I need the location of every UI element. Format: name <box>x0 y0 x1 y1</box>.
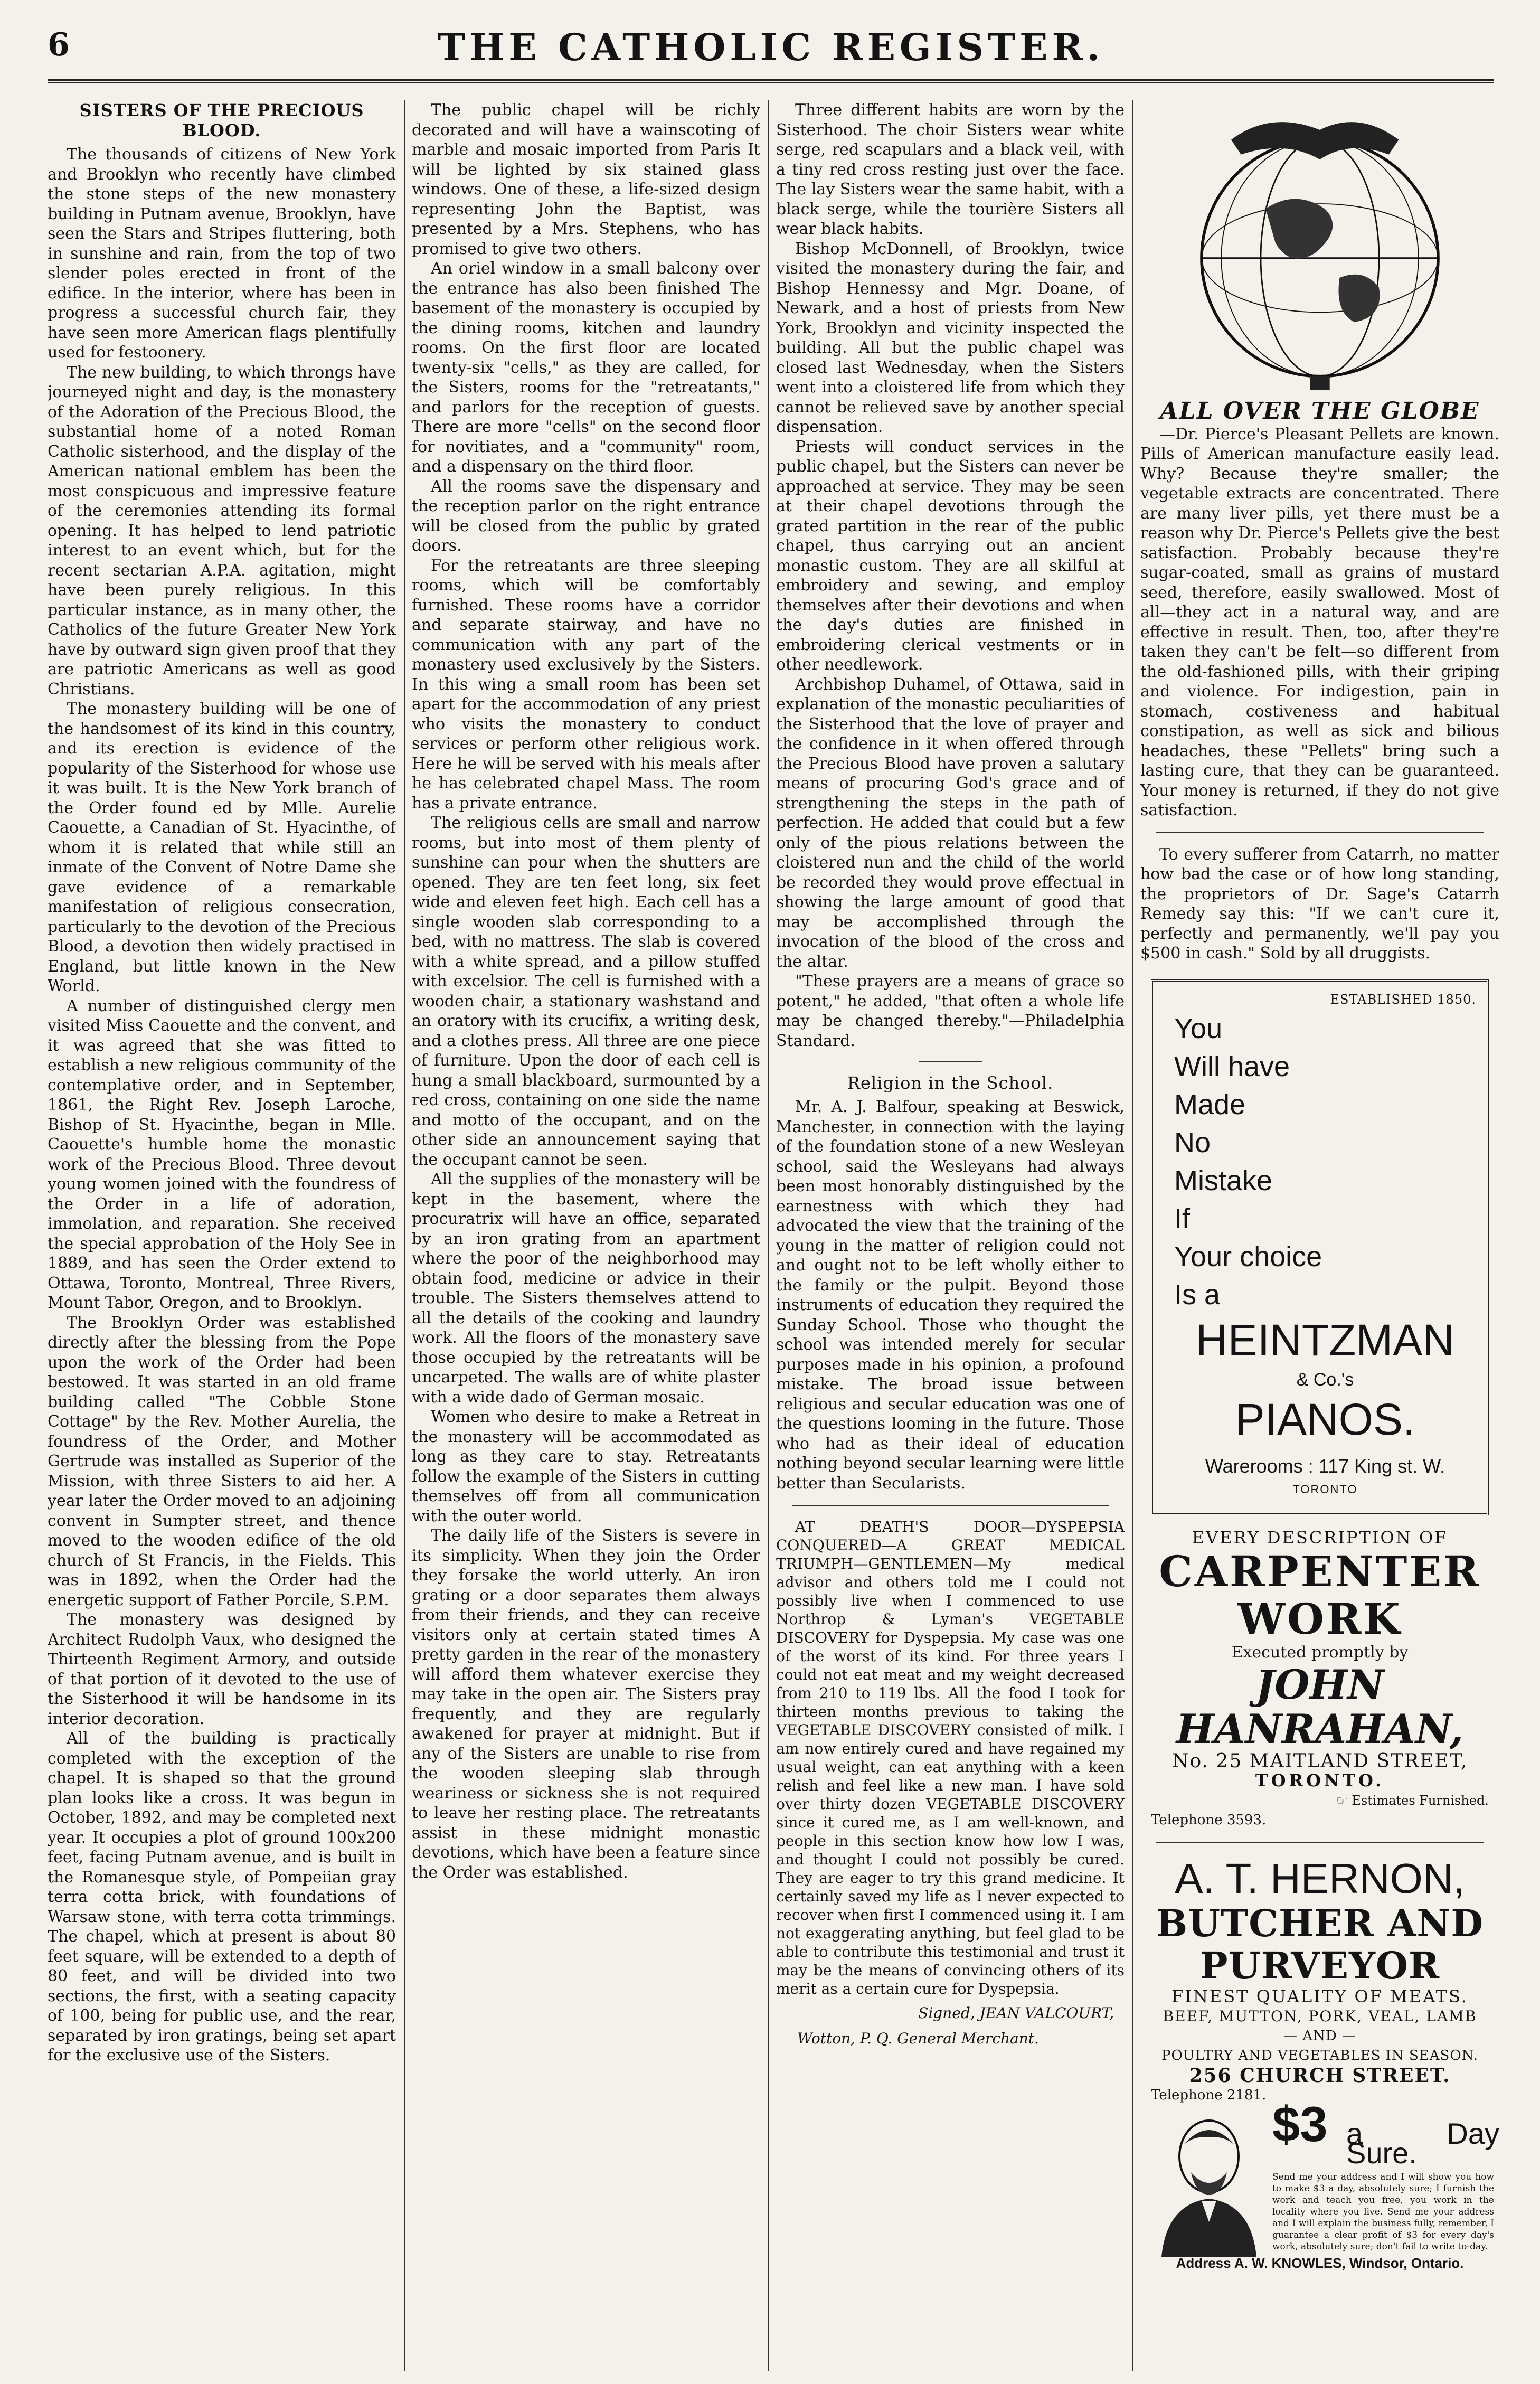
divider <box>1156 1842 1484 1843</box>
dyspepsia-ad-signed: Signed, JEAN VALCOURT, <box>918 2004 1114 2022</box>
carpenter-street: No. 25 MAITLAND STREET, <box>1172 1750 1468 1772</box>
carpenter-telephone: Telephone 3593. <box>1151 1812 1267 1828</box>
day-sure-amount: $3 <box>1272 2096 1328 2152</box>
butcher-poultry: POULTRY AND VEGETABLES IN SEASON. <box>1161 2048 1478 2063</box>
article-paragraph: All the supplies of the monastery will be kept in the basement, where the procuratrix will have an office, separated by an iron grating from an apartment where the poor of the neighborhood may obtain food, medicine or advice in their trouble. The Sisters themselves attend to all the details of the cooking and laundry work. All the floors of the monastery save those occupied by the retreatants will be uncarpeted. The walls are of white plaster with a wide dado of German mosaic. <box>412 1170 760 1407</box>
article-paragraph: For the retreatants are three sleeping rooms, which will be comfortably furnished. These rooms have a corridor and separate stairway, and have no communication with any part of the monastery used exclusively by the Sisters. In this wing a small room has been set apart for the accommodation of any priest who visits the monastery to conduct services or perform other religious work. Here he will be served with his meals after he has celebrated chapel Mass. The room has a private entrance. <box>412 556 760 813</box>
day-sure-tagline: a Day Sure. <box>1346 2116 1499 2170</box>
article-paragraph: All the rooms save the dispensary and the reception parlor on the right entrance will be closed from the public by grated doors. <box>412 477 760 555</box>
article-paragraph: The thousands of citizens of New York and Brooklyn who recently have climbed the stone steps of the new monastery building in Putnam avenue, Brooklyn, have seen the Stars and Stripes fluttering, both in sunshine and rain, from the top of two slender poles erected in front of the edifice. In the interior, where has been in progress a successful church fair, they have seen more American flags plentifully used for festoonery. <box>48 145 396 362</box>
pointing-hand-icon: ☞ <box>1336 1793 1352 1808</box>
article-paragraph: The monastery was designed by Architect Rudolph Vaux, who designed the Thirteenth Regiment Armory, and outside of that portion of it devoted to the use of the Sisterhood it will be handsome in its interior decoration. <box>48 1610 396 1728</box>
column-rule <box>1132 100 1133 2371</box>
butcher-name: A. T. HERNON, <box>1175 1854 1465 1902</box>
divider <box>1156 832 1484 833</box>
heintzman-line: Mistake <box>1174 1165 1273 1196</box>
carpenter-ad <box>1140 1528 1499 1831</box>
catarrh-ad-text: To every sufferer from Catarrh, no matter how bad the case or of how long standing, the proprietors of Dr. Sage's Catarrh Remedy say this: "If we can't cure it, perfectly and permanently, we'll pay you $500 in cash." Sold by all druggists. <box>1140 845 1499 963</box>
page-number: 6 <box>48 26 70 63</box>
heintzman-city: TORONTO <box>1292 1483 1358 1496</box>
article-paragraph: Bishop McDonnell, of Brooklyn, twice visited the monastery during the fair, and Bishop Hennessy and Mgr. Doane, of Newark, and a host of priests from New York, Brooklyn and vicinity inspected the building. All but the public chapel was closed last Wednesday, when the Sisters went into a cloistered life from which they cannot be relieved save by another special dispensation. <box>776 239 1125 436</box>
heintzman-product: PIANOS. <box>1235 1394 1415 1444</box>
butcher-trade: BUTCHER AND PURVEYOR <box>1156 1901 1484 1987</box>
heintzman-line: Is a <box>1174 1279 1221 1311</box>
butcher-ad <box>1140 1855 1499 2106</box>
butcher-quality: FINEST QUALITY OF MEATS. <box>1171 1986 1468 2006</box>
heintzman-line: Made <box>1174 1089 1246 1120</box>
column-2 <box>412 100 760 2371</box>
heintzman-line: If <box>1174 1203 1191 1235</box>
article-paragraph: The Brooklyn Order was established directly after the blessing from the Pope upon the work of the Order had been bestowed. It was started in an old frame building called "The Cobble Stone Cottage" by the Rev. Mother Aurelia, the foundress of the Order, and Mother Gertrude was installed as Superior of the Mission, with three Sisters to aid her. A year later the Order moved to an adjoining convent in Sumpter street, and thence moved to the wooden edifice of the old church of St Francis, in the Fields. This was in 1892, when the Order had the energetic support of Father Porcile, S.P.M. <box>48 1313 396 1609</box>
dyspepsia-ad-place: Wotton, P. Q. General Merchant. <box>797 2029 1039 2047</box>
heintzman-line: No <box>1174 1127 1211 1158</box>
heintzman-co: & Co.'s <box>1296 1370 1354 1390</box>
globe-ad-title: ALL OVER THE GLOBE <box>1160 398 1480 425</box>
carpenter-estimates-label: Estimates Furnished. <box>1352 1793 1489 1808</box>
dyspepsia-ad-text: AT DEATH'S DOOR—DYSPEPSIA CONQUERED—A GREAT MEDICAL TRIUMPH—GENTLEMEN—My medical advisor and others told me I could not possibly live when I commenced to use Northrop & Lyman's VEGETABLE DISCOVERY for Dyspepsia. My case was one of the worst of its kind. For three years I could not eat meat and my weight decreased from 210 to 119 lbs. All the food I took for thirteen months previous to taking the VEGETABLE DISCOVERY consisted of milk. I am now entirely cured and have regained my usual weight, can eat anything with a keen relish and feel like a new man. I have sold over thirty dozen VEGETABLE DISCOVERY since it cured me, as I am well-known, and people in this section know how low I was, and thought I could not possibly be cured. They are eager to try this grand medicine. It certainly saved my life as I never expected to recover when first I commenced using it. I am not exaggerating anything, but feel glad to be able to contribute this testimonial and trust it may be the means of convincing others of its merit as a certain cure for Dyspepsia. <box>776 1518 1125 1997</box>
article-paragraph: A number of distinguished clergy men visited Miss Caouette and the convent, and it was agreed that she was fitted to establish a new religious community of the contemplative order, and in September, 1861, the Right Rev. Joseph Laroche, Bishop of St. Hyacinthe, began in Mlle. Caouette's humble home the monastic work of the Precious Blood. Three devout young women joined with the foundress of the Order in a life of adoration, immolation, and reparation. She received the special approbation of the Holy See in 1889, and has seen the Order extend to Ottawa, Toronto, Montreal, Three Rivers, Mount Tabor, Oregon, and to Brooklyn. <box>48 996 396 1312</box>
day-sure-body: Send me your address and I will show you how to make $3 a day, absolutely sure; I furnish the work and teach you free, you work in the locality where you live. Send me your address and I will explain the business fully, remember, I guarantee a clear profit of $3 for every day's work, absolutely sure; don't fail to write to-day. <box>1272 2171 1494 2252</box>
day-sure-ad <box>1140 2096 1499 2273</box>
column-rule <box>404 100 405 2371</box>
newspaper-title: THE CATHOLIC REGISTER. <box>438 25 1104 69</box>
article-paragraph: Three different habits are worn by the Sisterhood. The choir Sisters wear white serge, red scapulars and a black veil, with a tiny red cross resting just over the face. The lay Sisters wear the same habit, with a black serge, while the tourière Sisters all wear black habits. <box>776 101 1125 238</box>
article-paragraph: The daily life of the Sisters is severe in its simplicity. When they join the Order they forsake the world utterly. An iron grating or a door separates them always from their friends, and they can receive visitors only at certain stated times A pretty garden in the rear of the monastery will afford them whatever exercise they may take in the open air. The Sisters pray frequently, and they are regularly awakened for prayer at midnight. But if any of the Sisters are unable to rise from the wooden sleeping slab through weariness or sickness she is not required to leave her resting place. The retreatants assist in these midnight monastic devotions, which have been a feature since the Order was established. <box>412 1526 760 1882</box>
carpenter-line2: CARPENTER WORK <box>1159 1547 1481 1644</box>
article-heading: SISTERS OF THE PRECIOUS BLOOD. <box>79 100 364 140</box>
article-paragraph: All of the building is practically completed with the exception of the chapel. It is shaped so that the ground plan looks like a cross. It was begun in October, 1892, and may be completed next year. It occupies a plot of ground 100x200 feet, facing Putnam avenue, and is built in the Romanesque style, of Pompeiian gray terra cotta brick, with foundations of Warsaw stone, with terra cotta trimmings. The chapel, which at present is about 80 feet square, will be extended to a depth of 80 feet, and will be divided into two sections, the first, with a seating capacity of 100, being for public use, and the rear, separated by iron gratings, being set apart for the exclusive use of the Sisters. <box>48 1729 396 2065</box>
article-paragraph: Women who desire to make a Retreat in the monastery will be accommodated as long as they care to stay. Retreatants follow the example of the Sisters in cutting themselves off from all communication with the outer world. <box>412 1408 760 1525</box>
article-paragraph: Mr. A. J. Balfour, speaking at Beswick, Manchester, in connection with the laying of the foundation stone of a new Wesleyan school, said the Wesleyans had always been most honorably distinguished by the earnestness with which they had advocated the view that the training of the young in the matter of religion could not and ought not to be left wholly either to the family or the pulpit. Beyond those instruments of education they required the Sunday School. Those who thought the school was intended merely for secular purposes made in his opinion, a profound mistake. The broad issue between religious and secular education was one of the questions looming in the future. Those who had as their ideal of education nothing beyond secular learning were little better than Secularists. <box>776 1098 1125 1493</box>
heintzman-brand: HEINTZMAN <box>1196 1315 1454 1365</box>
portrait-icon <box>1151 2114 1267 2257</box>
butcher-telephone: Telephone 2181. <box>1151 2087 1267 2103</box>
article-paragraph: The monastery building will be one of the handsomest of its kind in this country, and its erection is evidence of the popularity of the Sisterhood for whose use it was built. It is the New York branch of the Order found ed by Mlle. Aurelie Caouette, a Canadian of St. Hyacinthe, of whom it is related that while still an inmate of the Convent of Notre Dame she gave evidence of a remarkable manifestation of religious consecration, particularly to the devotion of the Precious Blood, a devotion then widely practised in England, but little known in the New World. <box>48 700 396 995</box>
article-paragraph: The religious cells are small and narrow rooms, but into most of them plenty of sunshine can pour when the shutters are opened. They are ten feet long, six feet wide and eleven feet high. Each cell has a single wooden slab corresponding to a bed, with no mattress. The slab is covered with a white spread, and a pillow stuffed with excelsior. The cell is furnished with a wooden chair, a stationary washstand and an oratory with its crucifix, a writing desk, and a clothes press. All three are one piece of furniture. Upon the door of each cell is hung a small blackboard, surmounted by a red cross, containing on one side the name and motto of the occupant, and on the other side an announcement saying that the occupant cannot be seen. <box>412 814 760 1169</box>
article-paragraph: An oriel window in a small balcony over the entrance has also been finished The basement of the monastery is occupied by the dining rooms, kitchen and laundry rooms. On the first floor are located twenty-six "cells," as they are called, for the Sisters, rooms for the "retreatants," and parlors for the reception of guests. There are more "cells" on the second floor for novitiates, and a "community" room, and a dispensary on the third floor. <box>412 259 760 476</box>
carpenter-name: JOHN HANRAHAN, <box>1176 1661 1464 1752</box>
column-4 <box>1140 100 1499 2371</box>
article-heading: Religion in the School. <box>847 1073 1054 1093</box>
butcher-address: 256 CHURCH STREET. <box>1189 2064 1451 2087</box>
day-sure-address: Address A. W. KNOWLES, Windsor, Ontario. <box>1176 2255 1464 2271</box>
butcher-meats: BEEF, MUTTON, PORK, VEAL, LAMB <box>1163 2008 1477 2025</box>
butcher-and: — AND — <box>1283 2028 1356 2044</box>
article-paragraph: The new building, to which throngs have journeyed night and day, is the monastery of the Adoration of the Precious Blood, the substantial home of a noted Roman Catholic sisterhood, and the display of the American national emblem has been the most conspicuous and impressive feature of the ceremonies attending its formal opening. It has helped to lend patriotic interest to an event which, but for the recent sectarian A.P.A. agitation, might have been purely religious. In this particular instance, as in many other, the Catholics of the future Greater New York have by outward sign given proof that they are patriotic Americans as well as good Christians. <box>48 363 396 699</box>
masthead <box>48 16 1494 83</box>
heintzman-line: Will have <box>1174 1051 1290 1082</box>
heintzman-established: ESTABLISHED 1850. <box>1330 992 1476 1007</box>
column-1 <box>48 100 396 2371</box>
column-3 <box>776 100 1125 2371</box>
column-rule <box>768 100 769 2371</box>
heintzman-line: You <box>1174 1013 1223 1044</box>
heintzman-ad <box>1151 979 1489 1515</box>
carpenter-line1: EVERY DESCRIPTION OF <box>1192 1527 1448 1548</box>
divider <box>919 1061 982 1062</box>
divider <box>792 1505 1109 1506</box>
carpenter-estimates <box>1140 1791 1499 1811</box>
article-paragraph: Priests will conduct services in the public chapel, but the Sisters can never be approached at service. They may be seen at their chapel devotions through the grated partition in the rear of the public chapel, thus carrying out an ancient monastic custom. They are all skilful at embroidery and sewing, and employ themselves after their devotions and when the day's duties are finished in embroidering clerical vestments or in other needlework. <box>776 437 1125 674</box>
heintzman-warerooms: Warerooms : 117 King st. W. <box>1205 1455 1445 1477</box>
article-paragraph: The public chapel will be richly decorated and will have a wainscoting of marble and mosaic imported from Paris It will be lighted by six stained glass windows. One of these, a life-sized design representing John the Baptist, was presented by a Mrs. Stephens, who has promised to give two others. <box>412 101 760 258</box>
globe-illustration-icon <box>1172 100 1468 396</box>
globe-ad-text: —Dr. Pierce's Pleasant Pellets are known. Pills of American manufacture easily lead. Why? Because they're smaller; the vegetable extracts are concentrated. There are many liver pills, yet there must be a reason why Dr. Pierce's Pellets give the best satisfaction. Probably because they're sugar-coated, small as grains of mustard seed, therefore, easily swallowed. Most of all—they act in a natural way, and are effective in result. Then, too, after they're taken they can't be felt—so different from the old-fashioned pills, with their griping and violence. For indigestion, pain in stomach, costiveness and habitual constipation, as well as sick and bilious headaches, these "Pellets" bring such a lasting cure, that they can be guaranteed. Your money is returned, if they do not give satisfaction. <box>1140 425 1499 819</box>
heintzman-line: Your choice <box>1174 1241 1322 1273</box>
article-paragraph: Archbishop Duhamel, of Ottawa, said in explanation of the monastic peculiarities of the Sisterhood that the love of prayer and the confidence in it when offered through the Precious Blood have proven a salutary means of procuring God's grace and of strengthening the steps in the path of perfection. He added that could but a few only of the pious relations between the cloistered nun and the child of the world be recorded they would prove effectual in showing the large amount of good that may be accomplished through the invocation of the blood of the cross and the altar. <box>776 675 1125 971</box>
carpenter-city: TORONTO. <box>1255 1770 1385 1791</box>
article-paragraph: "These prayers are a means of grace so potent," he added, "that often a whole life may be changed thereby."—Philadelphia Standard. <box>776 972 1125 1050</box>
carpenter-line3: Executed promptly by <box>1231 1643 1409 1662</box>
